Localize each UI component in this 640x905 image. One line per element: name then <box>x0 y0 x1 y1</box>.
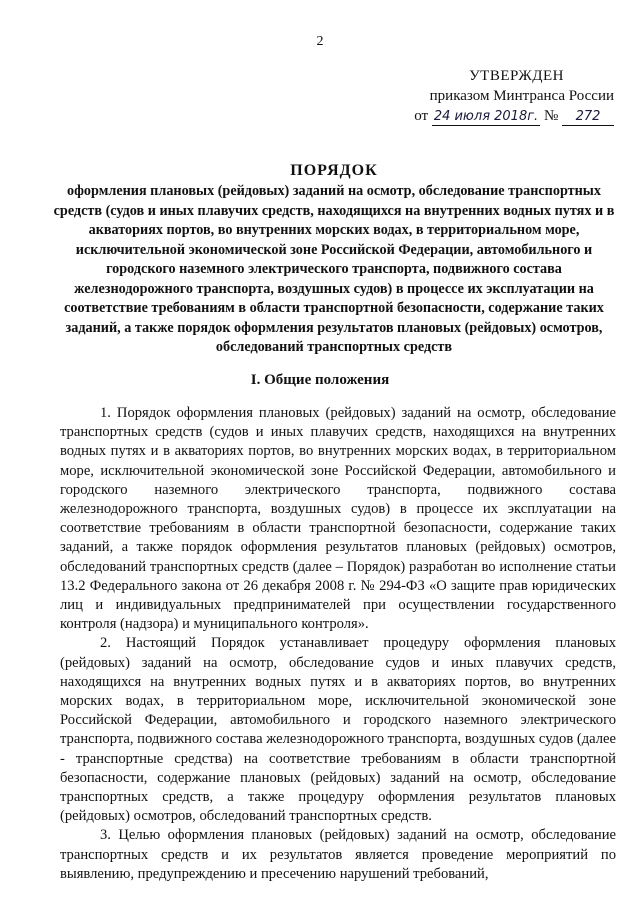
approved-label: УТВЕРЖДЕН <box>469 68 564 84</box>
handwritten-order-number: 272 <box>562 109 614 126</box>
handwritten-order-date: 24 июля 2018г. <box>433 109 539 124</box>
title-word: ПОРЯДОК <box>290 162 378 179</box>
from-label: от <box>414 108 429 124</box>
paragraph: 1. Порядок оформления плановых (рейдовых) заданий на осмотр, обследование транспортных средств (судов и иных плавучих средств, находящихся на внутренних водных путях и в акваториях портов, во внутренних морских водах, в территориальном море, исключительной экономической зоне Российской Федерации, автомобильного и городского наземного электрического транспорта, подвижного состава железнодорожного транспорта, воздушных судов) в процессе их эксплуатации на соответствие требованиям в области транспортной безопасности, содержание таких заданий, а также порядок оформления результатов плановых (рейдовых) осмотров, обследований транспортных средств (далее – Порядок) разработан во исполнение статьи 13.2 Федерального закона от 26 декабря 2008 г. № 294-ФЗ «О защите прав юридических лиц и индивидуальных предпринимателей при осуществлении государственного контроля (надзора) и муниципального контроля». <box>60 405 616 633</box>
paragraph: 3. Целью оформления плановых (рейдовых) заданий на осмотр, обследование транспортных средств и их результатов является проведение мероприятий по выявлению, предупреждению и пресечению нарушений требований, <box>60 827 616 882</box>
paragraph: 2. Настоящий Порядок устанавливает процедуру оформления плановых (рейдовых) заданий на осмотр, обследование судов и иных плавучих средств, находящихся на внутренних водных путях и в акваториях портов, во внутренних морских водах, в территориальном море, исключительной экономической зоне Российской Федерации, автомобильного и городского наземного электрического транспорта, подвижного состава железнодорожного транспорта, воздушных судов (далее - транспортные средства) на соответствие требованиям в области транспортной безопасности, содержание плановых (рейдовых) заданий на осмотр, обследование транспортных средств, а также процедуру оформления результатов плановых (рейдовых) осмотров, обследований транспортных средств. <box>60 635 616 825</box>
page-number: 2 <box>316 34 324 49</box>
approval-block <box>374 66 614 126</box>
section-heading: I. Общие положения <box>250 372 390 388</box>
body-text <box>60 404 616 884</box>
title-subtitle: оформления плановых (рейдовых) заданий на осмотр, обследование транспортных средств (судов и иных плавучих средств, находящихся на внутренних водных путях и в акваториях портов, во внутренних морских водах, в территориальном море, исключительной экономической зоне Российской Федерации, автомобильного и городского наземного электрического транспорта, подвижного состава железнодорожного транспорта, воздушных судов) в процессе их эксплуатации на соответствие требованиям в области транспортной безопасности, содержание таких заданий, а также порядок оформления результатов плановых (рейдовых) осмотров, обследований транспортных средств <box>53 183 615 355</box>
order-date-number-line <box>374 106 614 126</box>
approval-order-authority: приказом Минтранса России <box>429 88 614 104</box>
number-label: № <box>543 108 559 124</box>
document-title <box>48 162 620 358</box>
